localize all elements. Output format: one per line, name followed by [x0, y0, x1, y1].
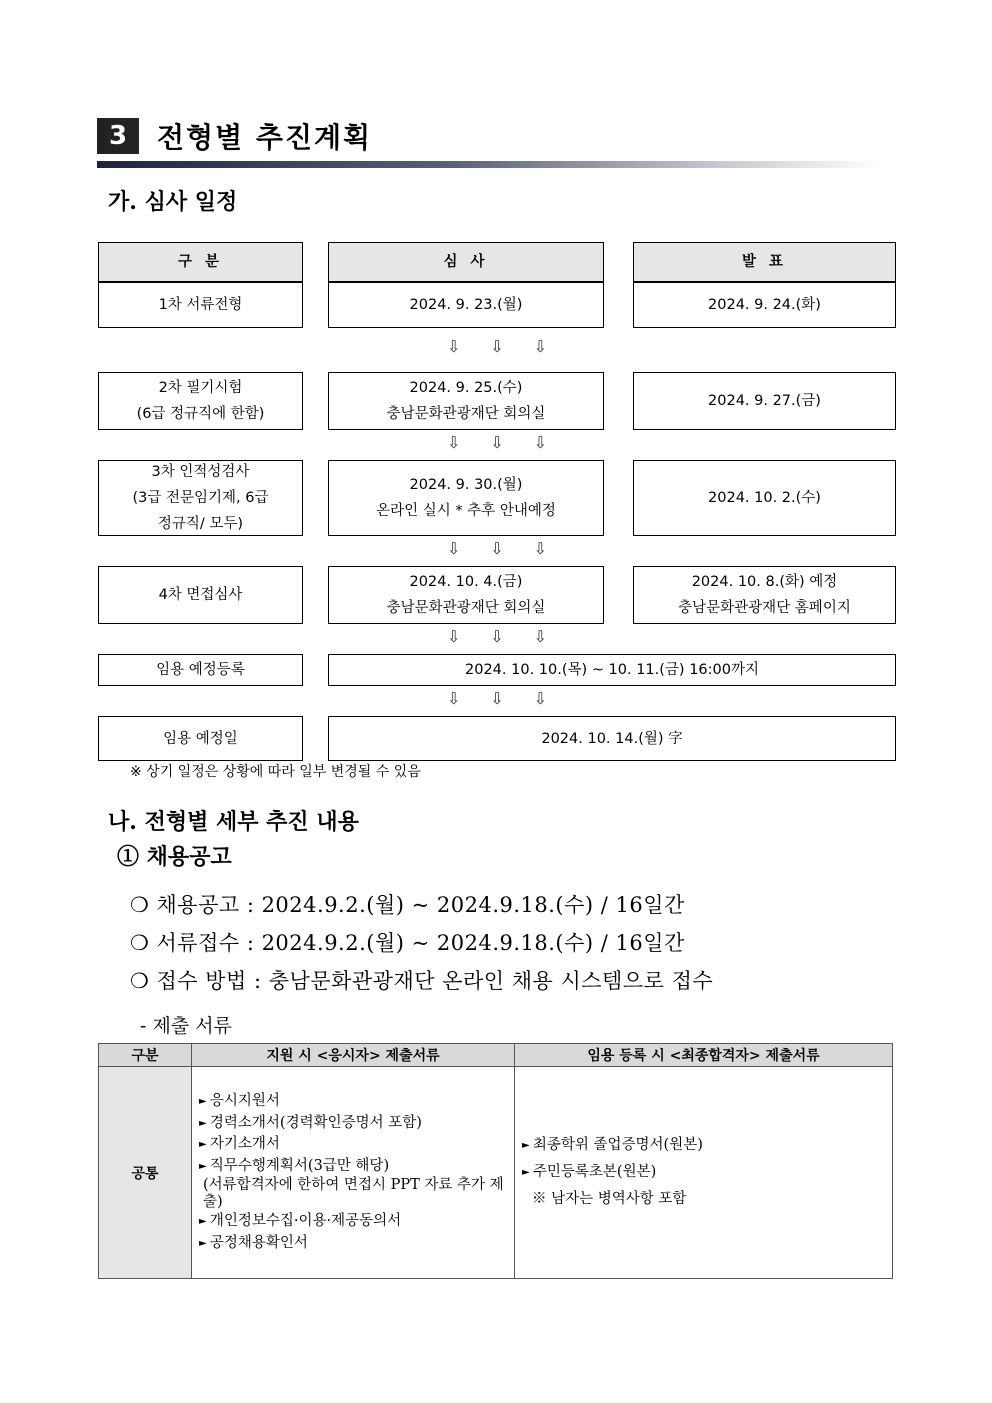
list-item: ► 자기소개서	[199, 1134, 507, 1156]
list-item-note: ※ 남자는 병역사항 포함	[532, 1191, 687, 1207]
stage-5: 임용 예정등록	[98, 654, 303, 686]
announce-3: 2024. 10. 2.(수)	[633, 460, 896, 536]
bullet-application: ❍ 서류접수 : 2024.9.2.(월) ~ 2024.9.18.(수) / 16일간	[130, 931, 685, 955]
flow-arrows: ⇩ ⇩ ⇩	[447, 627, 547, 646]
item-1-title: ① 채용공고	[117, 844, 232, 870]
stage-4: 4차 면접심사	[98, 566, 303, 624]
docs-header-applicant: 지원 시 <응시자> 제출서류	[192, 1044, 515, 1067]
list-item: ► 최종학위 졸업증명서(원본)	[522, 1132, 885, 1159]
list-item: ► 개인정보수집·이용·제공동의서	[199, 1211, 507, 1233]
review-3: 2024. 9. 30.(월) 온라인 실시 * 추후 안내예정	[328, 460, 604, 536]
docs-row-label: 공통	[99, 1067, 192, 1279]
section-underline	[97, 161, 882, 168]
header-stage: 구 분	[98, 242, 303, 282]
subsection-a-title: 가. 심사 일정	[108, 189, 238, 215]
schedule-note: ※ 상기 일정은 상황에 따라 일부 변경될 수 있음	[130, 764, 421, 780]
final-docs	[515, 1067, 893, 1279]
applicant-docs	[192, 1067, 515, 1279]
subsection-b-title: 나. 전형별 세부 추진 내용	[108, 809, 359, 835]
registration-period: 2024. 10. 10.(목) ~ 10. 11.(금) 16:00까지	[328, 654, 896, 686]
announce-2: 2024. 9. 27.(금)	[633, 372, 896, 430]
section-title: 전형별 추진계획	[157, 121, 373, 154]
bullet-announcement: ❍ 채용공고 : 2024.9.2.(월) ~ 2024.9.18.(수) / 16일간	[130, 893, 685, 917]
docs-header-category: 구분	[99, 1044, 192, 1067]
flow-arrows: ⇩ ⇩ ⇩	[447, 337, 547, 356]
announce-4: 2024. 10. 8.(화) 예정 충남문화관광재단 홈페이지	[633, 566, 896, 624]
list-item: ► 공정채용확인서	[199, 1233, 507, 1255]
list-item-note: (서류합격자에 한하여 면접시 PPT 자료 추가 제출)	[203, 1177, 504, 1210]
header-review: 심 사	[328, 242, 604, 282]
flow-arrows: ⇩ ⇩ ⇩	[447, 433, 547, 452]
docs-header-final: 임용 등록 시 <최종합격자> 제출서류	[515, 1044, 893, 1067]
docs-label: - 제출 서류	[140, 1015, 232, 1037]
list-item: ► 직무수행계획서(3급만 해당)	[199, 1156, 507, 1178]
flow-arrows: ⇩ ⇩ ⇩	[447, 539, 547, 558]
bullet-method: ❍ 접수 방법 : 충남문화관광재단 온라인 채용 시스템으로 접수	[130, 969, 714, 993]
stage-1: 1차 서류전형	[98, 282, 303, 328]
header-announce: 발 표	[633, 242, 896, 282]
list-item: ► 응시지원서	[199, 1091, 507, 1113]
list-item: ► 주민등록초본(원본)	[522, 1159, 885, 1186]
list-item: ► 경력소개서(경력확인증명서 포함)	[199, 1113, 507, 1135]
appointment-date: 2024. 10. 14.(월) 字	[328, 716, 896, 761]
stage-3: 3차 인적성검사 (3급 전문임기제, 6급 정규직/ 모두)	[98, 460, 303, 536]
review-1: 2024. 9. 23.(월)	[328, 282, 604, 328]
review-2: 2024. 9. 25.(수) 충남문화관광재단 회의실	[328, 372, 604, 430]
stage-6: 임용 예정일	[98, 716, 303, 761]
announce-1: 2024. 9. 24.(화)	[633, 282, 896, 328]
flow-arrows: ⇩ ⇩ ⇩	[447, 689, 547, 708]
stage-2: 2차 필기시험 (6급 정규직에 한함)	[98, 372, 303, 430]
review-4: 2024. 10. 4.(금) 충남문화관광재단 회의실	[328, 566, 604, 624]
section-number: 3	[97, 118, 139, 154]
documents-table	[98, 1043, 893, 1279]
